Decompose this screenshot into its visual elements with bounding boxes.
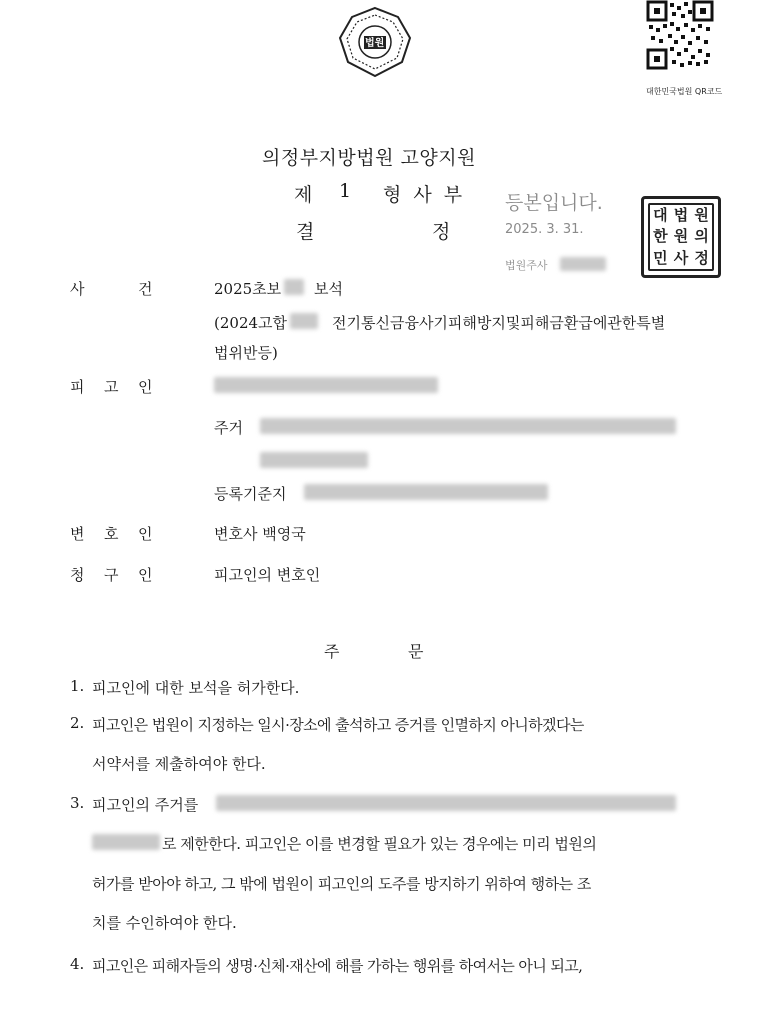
court-seal [641, 196, 721, 278]
department-part-3: 형사부 [383, 184, 475, 206]
qr-caption: 대한민국법원 QR코드 [646, 87, 723, 96]
order-item-3-line3: 허가를 받아야 하고, 그 밖에 법원이 피고인의 도주를 방지하기 위하여 행하는 조 [92, 875, 591, 893]
redacted-case-number [284, 279, 304, 295]
defendant-label-char-2: 고 [104, 378, 119, 396]
doc-type-char-2: 정 [432, 221, 451, 243]
qr-code [646, 0, 714, 70]
order-item-2-line2: 서약서를 제출하여야 한다. [92, 755, 266, 773]
seal-char: 민 [653, 248, 668, 267]
seal-char: 정 [694, 248, 709, 267]
lawyer-label-char-1: 변 [70, 525, 85, 543]
seal-char: 법 [673, 206, 689, 224]
original-case-name-line1: 전기통신금융사기피해방지및피해금환급에관한특별 [332, 314, 666, 332]
defendant-label-char-1: 피 [70, 378, 85, 396]
address-label: 주거 [214, 419, 243, 437]
registered-domicile-label: 등록기준지 [214, 485, 287, 503]
claimant: 피고인의 변호인 [214, 566, 321, 584]
seal-char: 사 [673, 248, 689, 267]
original-case-name-line2: 법위반등) [214, 344, 278, 362]
seal-char: 대 [653, 206, 668, 224]
case-name: 보석 [314, 280, 343, 298]
order-item-3-line4: 치를 수인하여야 한다. [92, 914, 237, 932]
lawyer-label-char-2: 호 [104, 525, 119, 543]
redacted-restricted-address-2 [92, 834, 160, 850]
order-title-char-1: 주 [324, 642, 340, 661]
original-case-number: (2024고합 [214, 314, 288, 332]
seal-char: 원 [673, 227, 689, 246]
seal-char: 한 [653, 227, 668, 246]
doc-type-char-1: 결 [296, 221, 315, 243]
seal-char: 원 [694, 206, 709, 224]
claimant-label-char-1: 청 [70, 566, 85, 584]
order-item-4-line1: 피고인은 피해자들의 생명·신체·재산에 해를 가하는 행위를 하여서는 아니 되고, [92, 957, 583, 975]
emblem-text: 법원 [365, 38, 385, 49]
redacted-clerk-name [560, 257, 606, 271]
defendant-label-char-3: 인 [138, 378, 153, 396]
case-label-char-1: 사 [70, 280, 85, 298]
order-item-3-line1-prefix: 피고인의 주거를 [92, 796, 199, 814]
order-title-char-2: 문 [408, 642, 424, 661]
redacted-restricted-address-1 [216, 795, 676, 811]
certified-copy-date: 2025. 3. 31. [505, 222, 584, 237]
department-part-1: 제 [294, 184, 313, 206]
court-emblem [336, 6, 414, 80]
order-item-1-num: 1. [70, 677, 85, 695]
qr-code-icon [646, 0, 714, 70]
order-item-3-num: 3. [70, 794, 85, 812]
claimant-label-char-2: 구 [104, 566, 119, 584]
department-part-2: 1 [339, 180, 352, 202]
lawyer-name: 변호사 백영국 [214, 525, 306, 543]
certified-copy-label: 등본입니다. [505, 192, 603, 214]
order-item-2-num: 2. [70, 714, 85, 732]
order-item-2-line1: 피고인은 법원이 지정하는 일시·장소에 출석하고 증거를 인멸하지 아니하겠다는 [92, 716, 584, 734]
redacted-registered-domicile [304, 484, 548, 500]
order-item-1-text: 피고인에 대한 보석을 허가한다. [92, 679, 300, 697]
redacted-defendant-name [214, 377, 438, 393]
claimant-label-char-3: 인 [138, 566, 153, 584]
seal-char: 의 [694, 227, 709, 246]
court-name: 의정부지방법원 고양지원 [262, 147, 476, 169]
order-item-4-num: 4. [70, 955, 85, 973]
redacted-address-line1 [260, 418, 676, 434]
order-item-3-line2: 로 제한한다. 피고인은 이를 변경할 필요가 있는 경우에는 미리 법원의 [162, 835, 597, 853]
redacted-address-line2 [260, 452, 368, 468]
redacted-original-case-number [290, 313, 318, 329]
case-number: 2025초보 [214, 280, 282, 298]
lawyer-label-char-3: 인 [138, 525, 153, 543]
case-label-char-2: 건 [138, 280, 153, 298]
clerk-label: 법원주사 [505, 259, 548, 272]
